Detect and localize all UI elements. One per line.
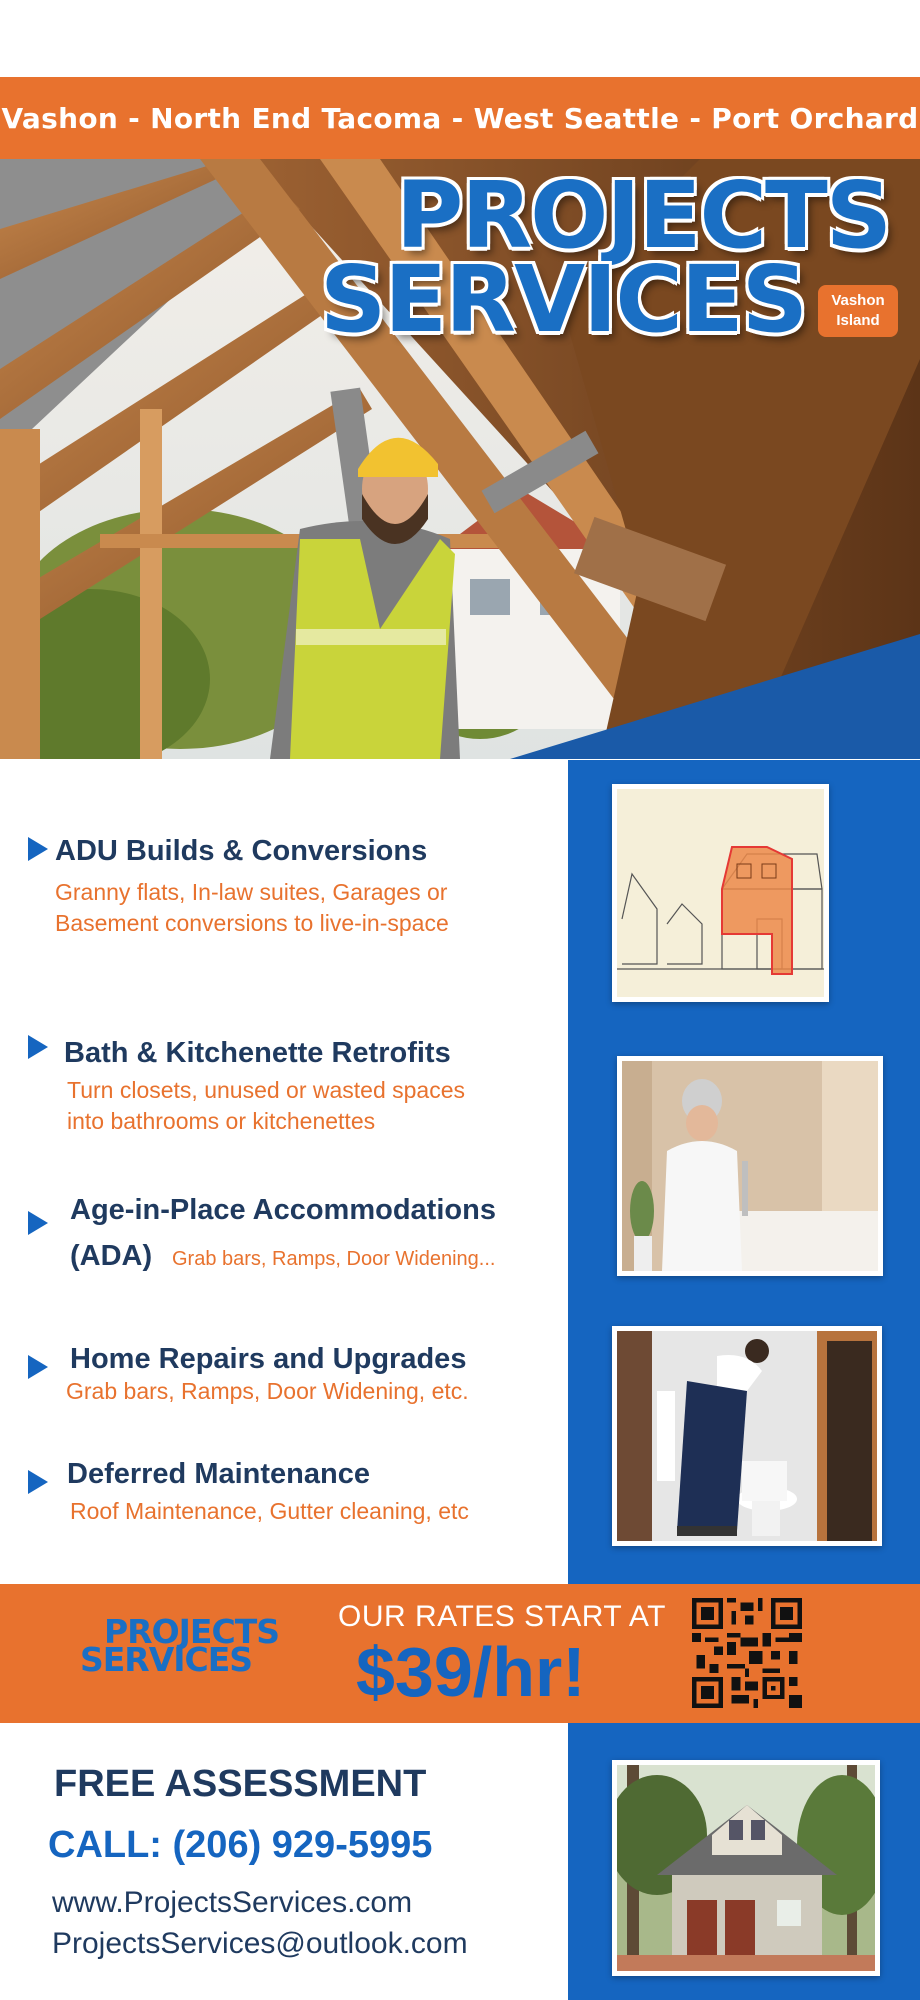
bullet-arrow-icon (28, 1355, 48, 1379)
service-description: Grab bars, Ramps, Door Widening, etc. (66, 1378, 469, 1404)
service-description: Roof Maintenance, Gutter cleaning, etc (70, 1498, 469, 1524)
service-title: Bath & Kitchenette Retrofits (64, 1037, 451, 1069)
website-link[interactable]: www.ProjectsServices.com (52, 1886, 413, 1919)
hero-image (0, 159, 920, 759)
locations-banner (0, 77, 920, 159)
service-description-line: into bathrooms or kitchenettes (67, 1108, 376, 1134)
service-title: ADU Builds & Conversions (55, 835, 428, 867)
service-description-line: Turn closets, unused or wasted spaces (67, 1077, 466, 1103)
qr-code-icon[interactable] (692, 1598, 802, 1708)
service-title: Home Repairs and Upgrades (70, 1343, 467, 1375)
service-description (67, 1075, 465, 1137)
service-title: Age-in-Place Accommodations (70, 1194, 496, 1226)
service-description-line: Granny flats, In-law suites, Garages or (55, 879, 448, 905)
phone-link[interactable]: CALL: (206) 929-5995 (48, 1824, 433, 1866)
badge-line-2: Island (836, 312, 880, 329)
rates-label: OUR RATES START AT (338, 1600, 666, 1633)
badge-line-1: Vashon (831, 292, 885, 309)
bullet-arrow-icon (28, 1211, 48, 1235)
plumber-photo (612, 1326, 882, 1546)
bullet-arrow-icon (28, 1035, 48, 1059)
bathroom-photo (617, 1056, 883, 1276)
rates-logo-line1: PROJECTS (104, 1612, 279, 1651)
service-title: Deferred Maintenance (67, 1458, 370, 1490)
service-title-ada: (ADA) (70, 1240, 153, 1272)
cottage-photo (612, 1760, 880, 1976)
adu-sketch-photo (612, 784, 829, 1002)
rates-logo-line2: SERVICES (80, 1640, 253, 1679)
bullet-arrow-icon (28, 837, 48, 861)
email-link[interactable]: ProjectsServices@outlook.com (52, 1927, 468, 1960)
brand-line-projects: PROJECTS (395, 162, 890, 269)
vashon-island-badge (818, 285, 898, 337)
rates-price: $39/hr! (356, 1633, 586, 1711)
brand-line-services: SERVICES (320, 246, 807, 353)
rates-brand-logo (80, 1612, 279, 1679)
bullet-arrow-icon (28, 1470, 48, 1494)
locations-text: Vashon - North End Tacoma - West Seattle - Port Orchard (1, 101, 919, 135)
service-description-line: Basement conversions to live-in-space (55, 910, 449, 936)
contact-section (0, 1723, 568, 2000)
service-description (55, 877, 449, 939)
service-description: Grab bars, Ramps, Door Widening... (172, 1248, 496, 1270)
free-assessment-heading: FREE ASSESSMENT (54, 1763, 427, 1805)
rates-banner (0, 1584, 920, 1723)
